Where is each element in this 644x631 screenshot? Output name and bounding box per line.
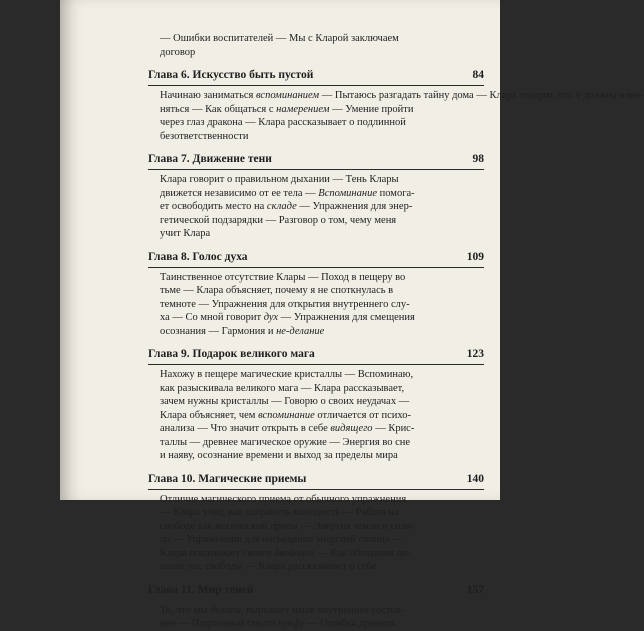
text-line: ца — Упражнения для насыщения энергией солнца — bbox=[160, 534, 403, 545]
chapter-summary bbox=[148, 604, 484, 631]
text-line: через глаз дракона — Клара рассказывает о подлинной bbox=[160, 117, 406, 128]
text-line: договор bbox=[160, 46, 196, 58]
chapter-summary bbox=[148, 493, 484, 574]
text-line: гетической подзарядки — Разговор о том, чему меня bbox=[160, 214, 397, 226]
chapter-heading bbox=[148, 250, 484, 268]
text-line: учит Клара bbox=[160, 228, 211, 239]
text-line: темноте — Упражнения для открытия внутреннего слу- bbox=[160, 298, 410, 310]
chapter-page-number: 84 bbox=[472, 69, 484, 81]
chapter-9 bbox=[148, 347, 484, 463]
chapter-page-number: 109 bbox=[466, 250, 484, 263]
text-line: — Клара учит, как сохранить молодость — Работа на bbox=[160, 507, 399, 518]
text-line: тьме — Клара объясняет, почему я не споткнулась в bbox=[160, 285, 394, 296]
text-line: Отличие магического приема от обычного упражнения bbox=[160, 493, 407, 505]
chapter-heading bbox=[148, 583, 484, 601]
text-line: Начинаю заниматься вспоминанием — Пытаюсь разгадать тайну дома — Клара говорит, что я должна изме- bbox=[160, 90, 644, 101]
text-line: как разыскивала великого мага — Клара рассказывает, bbox=[160, 382, 405, 394]
chapter-title: Глава 10. Магические приемы bbox=[148, 472, 307, 485]
text-line: и наяву, осознание времени и выход за пределы мира bbox=[160, 450, 398, 461]
intro-fragment bbox=[148, 32, 484, 59]
book-page bbox=[60, 0, 644, 629]
chapter-heading bbox=[148, 152, 484, 170]
text-line: Клара показывает своего двойника — Как обещания ли- bbox=[160, 547, 411, 559]
chapter-heading bbox=[148, 472, 484, 490]
chapter-page-number: 157 bbox=[466, 583, 484, 596]
text-line: Клара объясняет, чем вспоминание отличается от психо- bbox=[160, 409, 411, 421]
chapter-10 bbox=[148, 472, 484, 574]
text-line: зачем нужны кристаллы — Говорю о своих неудачах — bbox=[160, 396, 410, 407]
text-line: Клара говорит о правильном дыхании — Тень Клары bbox=[160, 174, 399, 185]
text-line: движется независимо от ее тела — Вспоминание помога- bbox=[160, 187, 415, 199]
chapter-summary bbox=[148, 89, 644, 143]
chapter-summary bbox=[148, 173, 484, 241]
chapter-title: Глава 11. Мир теней bbox=[148, 583, 254, 596]
text-line: таллы — древнее магическое оружие — Энергия во сне bbox=[160, 436, 411, 448]
text-line: Таинственное отсутствие Клары — Поход в пещеру во bbox=[160, 271, 406, 283]
text-line: свободе как магический прием — Энергия земли и солн- bbox=[160, 520, 415, 532]
text-line: осознания — Гармония и не-делание bbox=[160, 325, 325, 337]
chapter-title: Глава 7. Движение тени bbox=[148, 153, 272, 165]
text-line: ха — Со мной говорит дух — Упражнения для смещения bbox=[160, 312, 415, 323]
chapter-summary bbox=[148, 368, 484, 463]
chapter-page-number: 123 bbox=[466, 348, 484, 360]
text-line: ет освободить место на складе — Упражнения для энер- bbox=[160, 201, 413, 212]
text-line: То, что мы делаем, выражает наше внутреннее состоя- bbox=[160, 604, 404, 616]
chapter-page-number: 140 bbox=[466, 472, 484, 485]
table-of-contents bbox=[148, 32, 644, 631]
text-line: анализа — Что значит открыть в себе видящего — Крис- bbox=[160, 423, 415, 434]
chapter-6 bbox=[148, 68, 644, 143]
chapter-heading bbox=[148, 347, 484, 365]
chapter-7 bbox=[148, 152, 484, 241]
chapter-title: Глава 9. Подарок великого мага bbox=[148, 348, 315, 360]
chapter-11 bbox=[148, 583, 484, 631]
text-line: шают нас свободы — Клара рассказывает о себе bbox=[160, 561, 377, 572]
chapter-8 bbox=[148, 250, 484, 339]
text-line: Нахожу в пещере магические кристаллы — Вспоминаю, bbox=[160, 369, 414, 380]
chapter-title: Глава 8. Голос духа bbox=[148, 250, 248, 263]
chapter-heading bbox=[148, 68, 484, 86]
chapter-summary bbox=[148, 271, 484, 339]
text-line: — Ошибки воспитателей — Мы с Кларой заключаем bbox=[160, 33, 399, 44]
text-line: ние — Подлинный смысл кунфу — Ошибка древних bbox=[160, 618, 396, 629]
text-line: няться — Как общаться с намерением — Умение пройти bbox=[160, 103, 414, 115]
chapter-page-number: 98 bbox=[472, 153, 484, 165]
chapter-title: Глава 6. Искусство быть пустой bbox=[148, 69, 314, 81]
text-line: безответственности bbox=[160, 130, 249, 142]
